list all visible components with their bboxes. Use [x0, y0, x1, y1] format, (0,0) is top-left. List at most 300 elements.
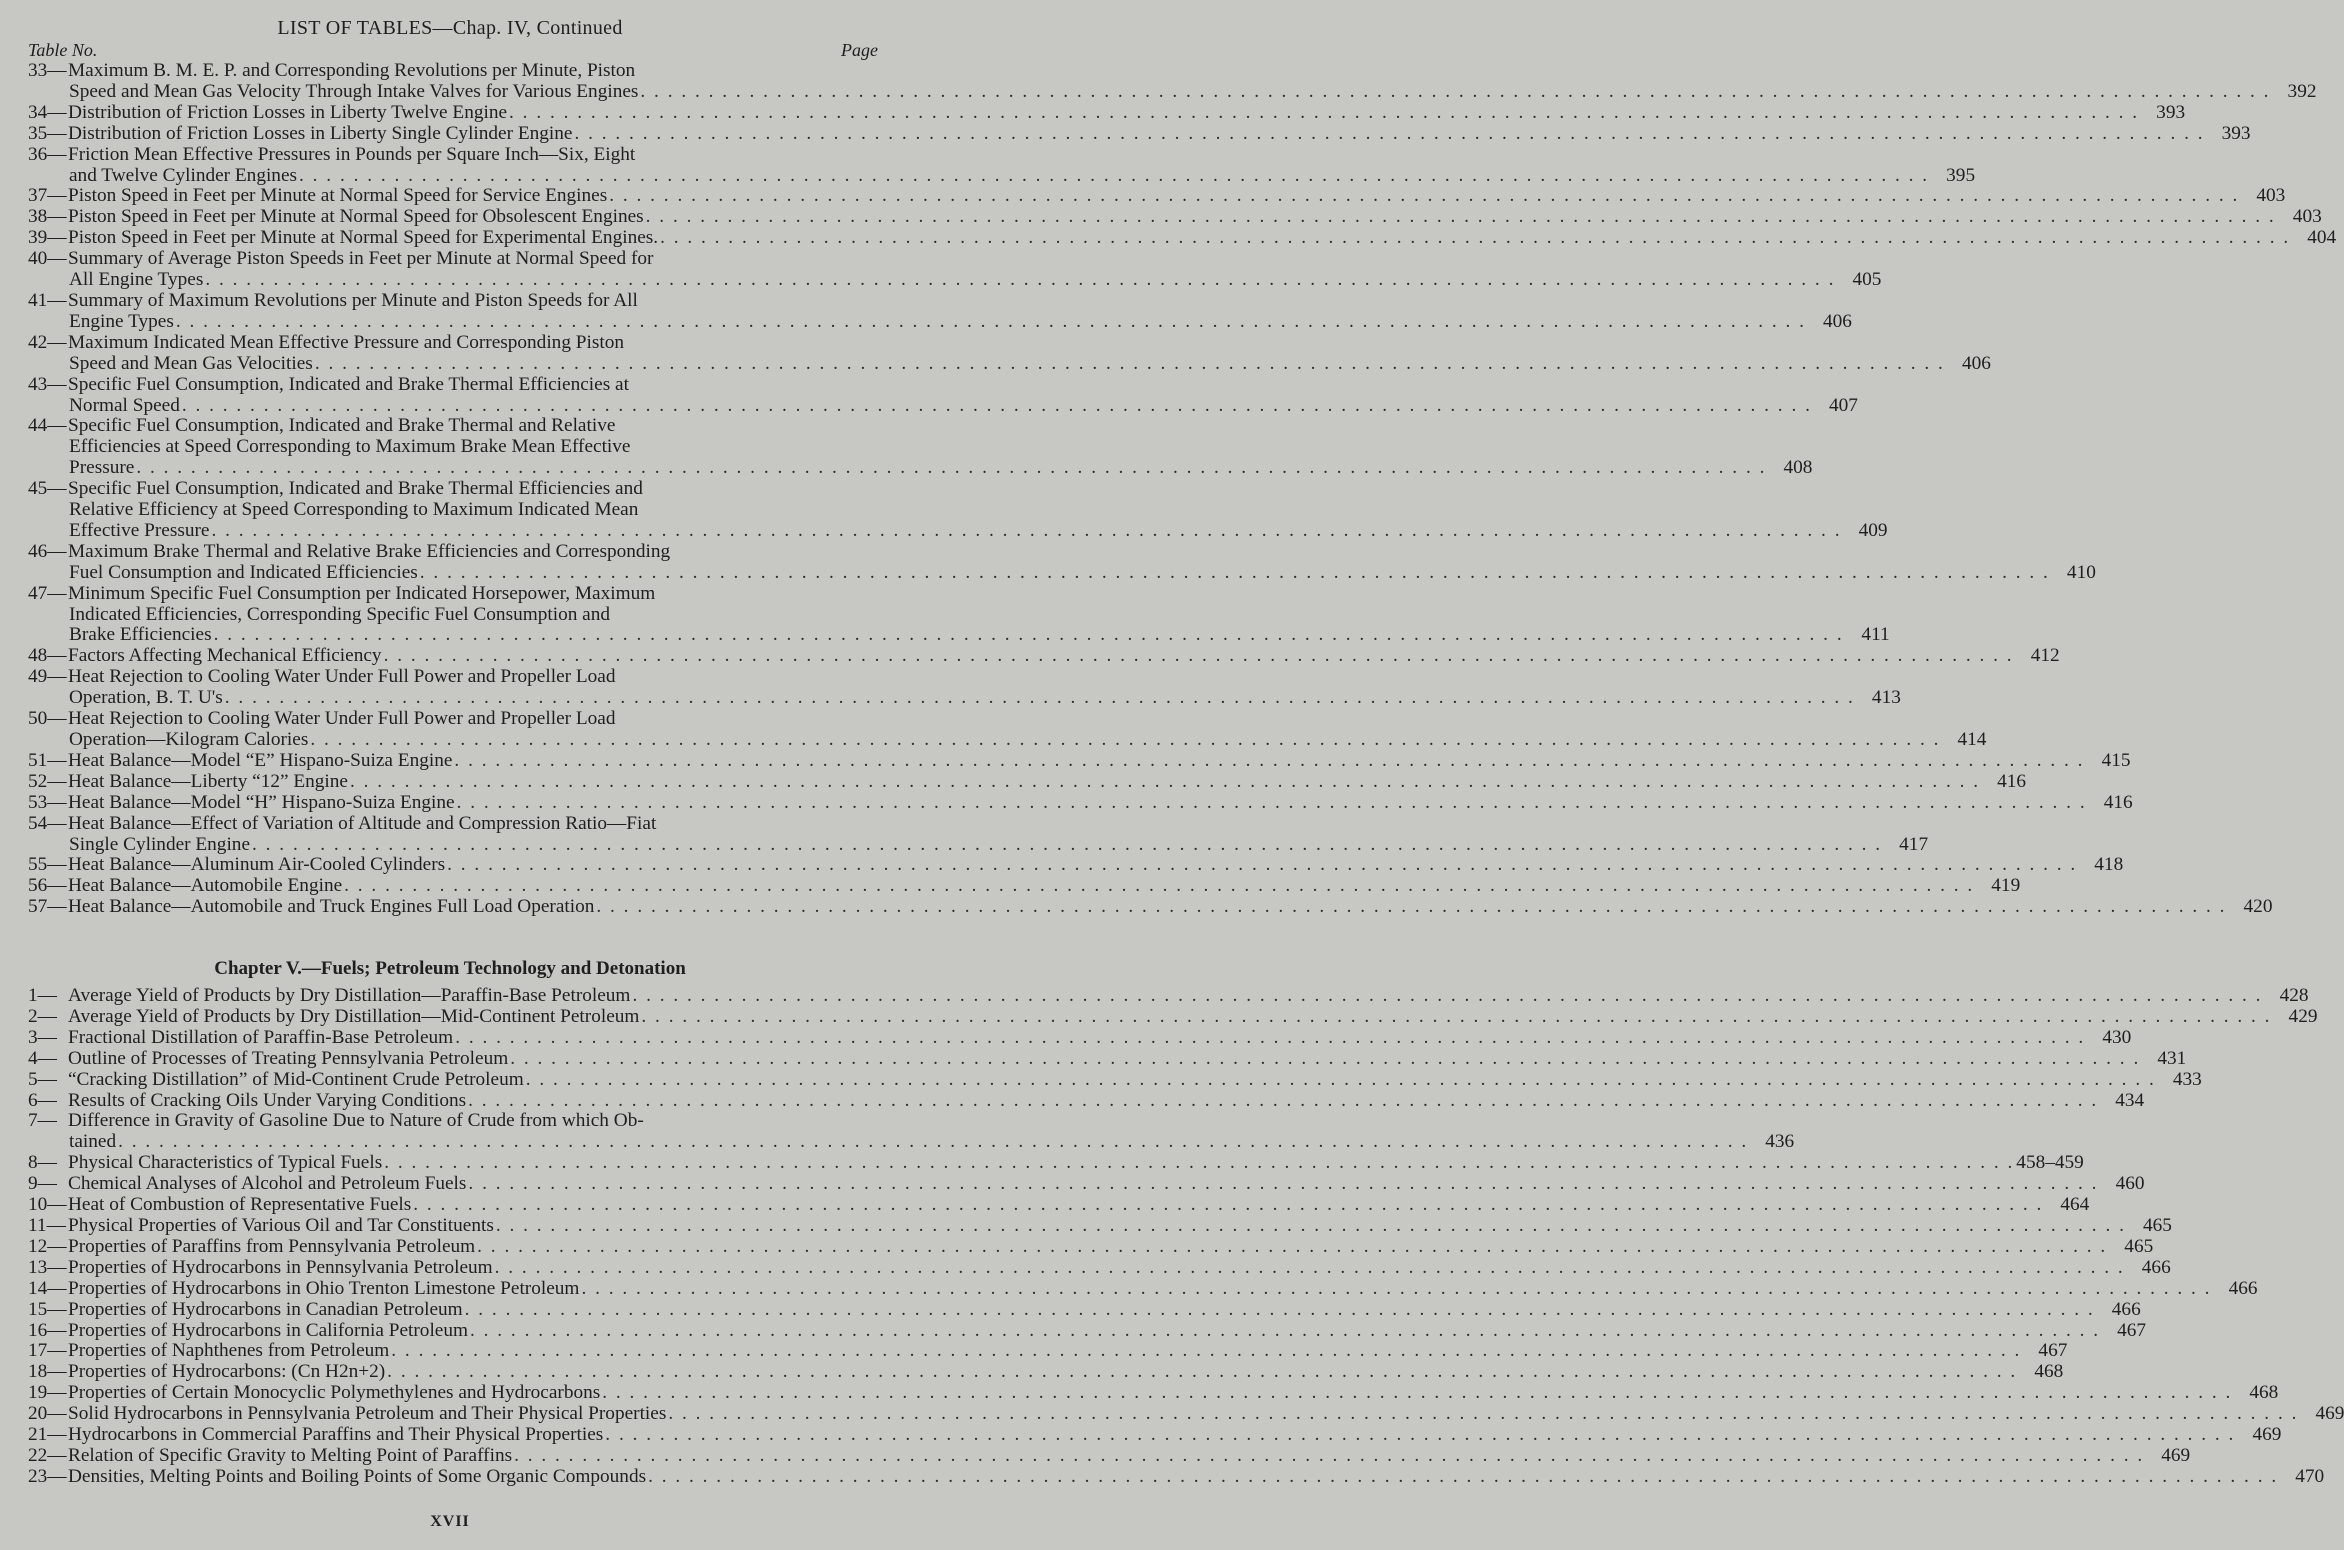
- entry-title-line: Minimum Specific Fuel Consumption per Indicated Horsepower, Maximum: [68, 582, 656, 604]
- dot-leader: . . . . . . . . . . . . . . . . . . . . . . . . . . . . . . . . . . . . . . . . . . . . . . . . . . . . . . . . . . . . . . . . . . . . . . . . . . . . . . . . . . . . . . . . . . . . . . . . . . . . . . . . . . . . . . . . . . . . . . . .: [581, 1277, 2212, 1299]
- page-number: 470: [2295, 1465, 2325, 1487]
- table-number: 15—: [28, 1298, 67, 1320]
- page-number: 416: [2103, 791, 2133, 813]
- dot-leader: . . . . . . . . . . . . . . . . . . . . . . . . . . . . . . . . . . . . . . . . . . . . . . . . . . . . . . . . . . . . . . . . . . . . . . . . . . . . . . . . . . . . . . . . . . . . . . . . . . . . . . . . . . . . . . . . . . . . . . . .: [211, 519, 1842, 541]
- page-number: 403: [2256, 185, 2286, 207]
- table-number: 3—: [28, 1026, 57, 1048]
- entry-title-line: Average Yield of Products by Dry Distillation—Paraffin-Base Petroleum: [68, 985, 631, 1006]
- entry-title-line: Properties of Hydrocarbons in California Petroleum: [68, 1319, 468, 1341]
- dot-leader: . . . . . . . . . . . . . . . . . . . . . . . . . . . . . . . . . . . . . . . . . . . . . . . . . . . . . . . . . . . . . . . . . . . . . . . . . . . . . . . . . . . . . . . . . . . . . . . . . . . . . . . . . . . . . . . . . . . . . . . .: [136, 457, 1767, 479]
- entry-last-line: [69, 729, 1987, 751]
- page-number: 428: [2279, 985, 2309, 1006]
- entry-last-line: [68, 1068, 2202, 1091]
- entry-title-line: Effective Pressure: [69, 519, 210, 541]
- toc-entry: [28, 1424, 2282, 1446]
- entry-last-line: [68, 1465, 2325, 1488]
- toc-entry: [28, 854, 2124, 876]
- page-number: 469: [2252, 1424, 2282, 1446]
- page-number: 467: [2117, 1319, 2147, 1341]
- entry-title-line: Single Cylinder Engine: [69, 833, 251, 855]
- dot-leader: . . . . . . . . . . . . . . . . . . . . . . . . . . . . . . . . . . . . . . . . . . . . . . . . . . . . . . . . . . . . . . . . . . . . . . . . . . . . . . . . . . . . . . . . . . . . . . . . . . . . . . . . . . . . . . . . . . . . . . . .: [668, 1403, 2299, 1425]
- table-number: 50—: [28, 708, 67, 730]
- page-number: 406: [1961, 352, 1991, 374]
- entry-last-line: [68, 645, 2060, 667]
- table-number: 37—: [28, 185, 67, 207]
- dot-leader: . . . . . . . . . . . . . . . . . . . . . . . . . . . . . . . . . . . . . . . . . . . . . . . . . . . . . . . . . . . . . . . . . . . . . . . . . . . . . . . . . . . . . . . . . . . . . . . . . . . . . . . . . . . . . . . . . . . . . . . .: [299, 164, 1930, 186]
- entry-last-line: [68, 1173, 2145, 1195]
- entry-last-line: [68, 1277, 2258, 1300]
- page-number: 420: [2243, 896, 2273, 918]
- entry-last-line: [68, 101, 2186, 124]
- page-number: 458–459: [2016, 1152, 2084, 1174]
- entry-title-line: Properties of Hydrocarbons in Ohio Trenton Limestone Petroleum: [68, 1277, 580, 1299]
- table-number: 13—: [28, 1256, 67, 1278]
- toc-entry: [28, 1089, 2145, 1112]
- table-number: 21—: [28, 1424, 67, 1446]
- entry-title-line: Operation, B. T. U's: [69, 687, 223, 709]
- table-number: 39—: [28, 227, 67, 249]
- entry-title-line: Solid Hydrocarbons in Pennsylvania Petroleum and Their Physical Properties: [68, 1403, 667, 1425]
- entry-title-line: Densities, Melting Points and Boiling Points of Some Organic Compounds: [68, 1465, 647, 1487]
- entry-title-line: Difference in Gravity of Gasoline Due to Nature of Crude from which Ob-: [68, 1110, 644, 1132]
- dot-leader: . . . . . . . . . . . . . . . . . . . . . . . . . . . . . . . . . . . . . . . . . . . . . . . . . . . . . . . . . . . . . . . . . . . . . . . . . . . . . . . . . . . . . . . . . . . . . . . . . . . . . . . . . . . . . . . . . . . . . . . .: [605, 1424, 2236, 1446]
- entry-last-line: [68, 896, 2273, 918]
- column-heads: [28, 40, 878, 61]
- dot-leader: . . . . . . . . . . . . . . . . . . . . . . . . . . . . . . . . . . . . . . . . . . . . . . . . . . . . . . . . . . . . . . . . . . . . . . . . . . . . . . . . . . . . . . . . . . . . . . . . . . . . . . . . . . . . . . . . . . . . . . . .: [118, 1131, 1749, 1153]
- toc-entry: [28, 1047, 2187, 1070]
- table-number: 51—: [28, 749, 67, 771]
- toc-entry: [28, 1214, 2172, 1237]
- page-number: 468: [2249, 1382, 2279, 1404]
- table-number: 10—: [28, 1194, 67, 1216]
- page-number: 414: [1957, 729, 1987, 750]
- entry-title-line: Outline of Processes of Treating Pennsylvania Petroleum: [68, 1047, 509, 1069]
- entry-title-line: Hydrocarbons in Commercial Paraffins and Their Physical Properties: [68, 1424, 604, 1446]
- dot-leader: . . . . . . . . . . . . . . . . . . . . . . . . . . . . . . . . . . . . . . . . . . . . . . . . . . . . . . . . . . . . . . . . . . . . . . . . . . . . . . . . . . . . . . . . . . . . . . . . . . . . . . . . . . . . . . . . . . . . . . . .: [525, 1068, 2156, 1090]
- entry-last-line: [68, 985, 2309, 1007]
- table-number: 47—: [28, 582, 67, 604]
- toc-entry: [28, 478, 1888, 542]
- toc-entry: [28, 143, 1976, 187]
- entry-last-line: [68, 1152, 2084, 1174]
- chapter-4-table-list: [28, 60, 2337, 918]
- table-number: 8—: [28, 1152, 57, 1174]
- page-folio: XVII: [430, 1513, 470, 1530]
- entry-last-line: [69, 519, 1888, 542]
- toc-entry: [28, 227, 2337, 249]
- entry-last-line: [68, 1214, 2172, 1237]
- table-number: 1—: [28, 985, 57, 1006]
- entry-title-line: Operation—Kilogram Calories: [69, 729, 309, 750]
- entry-title-line: Heat Rejection to Cooling Water Under Full Power and Propeller Load: [68, 666, 616, 688]
- entry-title-line: Specific Fuel Consumption, Indicated and Brake Thermal Efficiencies at: [68, 373, 629, 395]
- column-head-table-no: Table No.: [28, 40, 98, 60]
- dot-leader: . . . . . . . . . . . . . . . . . . . . . . . . . . . . . . . . . . . . . . . . . . . . . . . . . . . . . . . . . . . . . . . . . . . . . . . . . . . . . . . . . . . . . . . . . . . . . . . . . . . . . . . . . . . . . . . . . . . . . . . .: [181, 394, 1812, 416]
- toc-entry: [28, 770, 2027, 793]
- entry-last-line: [68, 1194, 2090, 1216]
- table-number: 42—: [28, 331, 67, 353]
- entry-last-line: [69, 833, 1929, 856]
- table-number: 23—: [28, 1465, 67, 1487]
- entry-title-line: Relation of Specific Gravity to Melting Point of Paraffins: [68, 1444, 513, 1466]
- entry-last-line: [69, 269, 1882, 291]
- page-number: 395: [1946, 164, 1976, 186]
- entry-title-line: Piston Speed in Feet per Minute at Normal Speed for Service Engines: [68, 185, 608, 207]
- entry-last-line: [68, 1256, 2171, 1279]
- table-number: 38—: [28, 206, 67, 228]
- entry-last-line: [68, 1298, 2141, 1321]
- entry-last-line: [68, 770, 2027, 793]
- table-number: 7—: [28, 1110, 57, 1132]
- table-number: 19—: [28, 1382, 67, 1404]
- entry-last-line: [68, 1005, 2318, 1028]
- dot-leader: . . . . . . . . . . . . . . . . . . . . . . . . . . . . . . . . . . . . . . . . . . . . . . . . . . . . . . . . . . . . . . . . . . . . . . . . . . . . . . . . . . . . . . . . . . . . . . . . . . . . . . . . . . . . . . . . . . . . . . . .: [468, 1173, 2099, 1195]
- dot-leader: . . . . . . . . . . . . . . . . . . . . . . . . . . . . . . . . . . . . . . . . . . . . . . . . . . . . . . . . . . . . . . . . . . . . . . . . . . . . . . . . . . . . . . . . . . . . . . . . . . . . . . . . . . . . . . . . . . . . . . . .: [391, 1340, 2022, 1362]
- entry-last-line: [68, 791, 2133, 814]
- page-number: 406: [1823, 310, 1852, 332]
- toc-entry: [28, 1194, 2090, 1216]
- page-number: 393: [2156, 101, 2186, 123]
- page-number: 403: [2292, 206, 2322, 228]
- table-number: 43—: [28, 373, 67, 395]
- dot-leader: . . . . . . . . . . . . . . . . . . . . . . . . . . . . . . . . . . . . . . . . . . . . . . . . . . . . . . . . . . . . . . . . . . . . . . . . . . . . . . . . . . . . . . . . . . . . . . . . . . . . . . . . . . . . . . . . . . . . . . . .: [495, 1214, 2126, 1236]
- table-number: 45—: [28, 478, 67, 500]
- entry-last-line: [69, 561, 2096, 584]
- toc-entry: [28, 708, 1987, 751]
- page-number: 430: [2102, 1026, 2132, 1048]
- entry-title-line: Maximum Brake Thermal and Relative Brake Efficiencies and Corresponding: [68, 540, 671, 562]
- entry-last-line: [69, 164, 1976, 187]
- toc-entry: [28, 373, 1858, 417]
- entry-title-line: Maximum B. M. E. P. and Corresponding Revolutions per Minute, Piston: [68, 60, 636, 81]
- dot-leader: . . . . . . . . . . . . . . . . . . . . . . . . . . . . . . . . . . . . . . . . . . . . . . . . . . . . . . . . . . . . . . . . . . . . . . . . . . . . . . . . . . . . . . . . . . . . . . . . . . . . . . . . . . . . . . . . . . . . . . . .: [455, 1026, 2086, 1048]
- entry-title-line: Factors Affecting Mechanical Efficiency: [68, 645, 382, 667]
- page-number: 416: [1997, 770, 2027, 792]
- entry-last-line: [68, 227, 2337, 249]
- toc-entry: [28, 875, 2021, 897]
- running-head: LIST OF TABLES—Chap. IV, Continued: [277, 17, 623, 39]
- dot-leader: . . . . . . . . . . . . . . . . . . . . . . . . . . . . . . . . . . . . . . . . . . . . . . . . . . . . . . . . . . . . . . . . . . . . . . . . . . . . . . . . . . . . . . . . . . . . . . . . . . . . . . . . . . . . . . . . . . . . . . . .: [413, 1194, 2044, 1216]
- page-number: 429: [2288, 1005, 2318, 1027]
- toc-entry: [28, 749, 2131, 772]
- table-number: 54—: [28, 812, 67, 834]
- entry-last-line: [69, 624, 1890, 646]
- table-number: 16—: [28, 1319, 67, 1341]
- entry-title-line: Speed and Mean Gas Velocities: [69, 352, 313, 374]
- entry-title-line: Properties of Hydrocarbons: (Cn H2n+2): [68, 1361, 386, 1383]
- toc-entry: [28, 1340, 2068, 1362]
- page-number: 469: [2161, 1444, 2191, 1466]
- dot-leader: . . . . . . . . . . . . . . . . . . . . . . . . . . . . . . . . . . . . . . . . . . . . . . . . . . . . . . . . . . . . . . . . . . . . . . . . . . . . . . . . . . . . . . . . . . . . . . . . . . . . . . . . . . . . . . . . . . . . . . . .: [387, 1361, 2018, 1383]
- dot-leader: . . . . . . . . . . . . . . . . . . . . . . . . . . . . . . . . . . . . . . . . . . . . . . . . . . . . . . . . . . . . . . . . . . . . . . . . . . . . . . . . . . . . . . . . . . . . . . . . . . . . . . . . . . . . . . . . . . . . . . . .: [310, 729, 1941, 750]
- toc-entry: [28, 1005, 2318, 1028]
- toc-entry: [28, 248, 1882, 291]
- entry-title-line: tained: [69, 1131, 117, 1153]
- page-number: 465: [2142, 1214, 2172, 1236]
- entry-last-line: [69, 394, 1858, 417]
- entry-last-line: [68, 122, 2251, 145]
- dot-leader: . . . . . . . . . . . . . . . . . . . . . . . . . . . . . . . . . . . . . . . . . . . . . . . . . . . . . . . . . . . . . . . . . . . . . . . . . . . . . . . . . . . . . . . . . . . . . . . . . . . . . . . . . . . . . . . . . . . . . . . .: [419, 561, 2050, 583]
- entry-last-line: [68, 1444, 2191, 1467]
- table-number: 12—: [28, 1235, 67, 1257]
- toc-entry: [28, 122, 2251, 145]
- entry-title-line: Distribution of Friction Losses in Liberty Twelve Engine: [68, 101, 508, 123]
- entry-title-line: Chemical Analyses of Alcohol and Petroleum Fuels: [68, 1173, 467, 1195]
- page-number: 417: [1899, 833, 1929, 855]
- table-number: 4—: [28, 1047, 57, 1069]
- table-number: 2—: [28, 1005, 57, 1027]
- entry-last-line: [68, 206, 2322, 228]
- entry-title-line: Relative Efficiency at Speed Corresponding to Maximum Indicated Mean: [69, 499, 639, 521]
- table-number: 46—: [28, 540, 67, 562]
- toc-entry: [28, 896, 2273, 918]
- toc-entry: [28, 540, 2096, 584]
- dot-leader: . . . . . . . . . . . . . . . . . . . . . . . . . . . . . . . . . . . . . . . . . . . . . . . . . . . . . . . . . . . . . . . . . . . . . . . . . . . . . . . . . . . . . . . . . . . . . . . . . . . . . . . . . . . . . . . . . . . . . . . .: [648, 1465, 2279, 1487]
- entry-title-line: All Engine Types: [69, 269, 204, 291]
- entry-last-line: [68, 854, 2124, 876]
- entry-title-line: Physical Characteristics of Typical Fuels: [68, 1152, 383, 1174]
- page-number: 465: [2124, 1235, 2154, 1257]
- toc-entry: [28, 331, 1991, 375]
- table-number: 56—: [28, 875, 67, 897]
- dot-leader: . . . . . . . . . . . . . . . . . . . . . . . . . . . . . . . . . . . . . . . . . . . . . . . . . . . . . . . . . . . . . . . . . . . . . . . . . . . . . . . . . . . . . . . . . . . . . . . . . . . . . . . . . . . . . . . . . . . . . . . .: [213, 624, 1844, 646]
- dot-leader: . . . . . . . . . . . . . . . . . . . . . . . . . . . . . . . . . . . . . . . . . . . . . . . . . . . . . . . . . . . . . . . . . . . . . . . . . . . . . . . . . . . . . . . . . . . . . . . . . . . . . . . . . . . . . . . . . . . . . . . .: [645, 206, 2276, 228]
- dot-leader: . . . . . . . . . . . . . . . . . . . . . . . . . . . . . . . . . . . . . . . . . . . . . . . . . . . . . . . . . . . . . . . . . . . . . . . . . . . . . . . . . . . . . . . . . . . . . . . . . . . . . . . . . . . . . . . . . . . . . . . .: [350, 770, 1981, 792]
- page-number: 468: [2034, 1361, 2064, 1383]
- toc-entry: [28, 1277, 2258, 1300]
- entry-title-line: Properties of Paraffins from Pennsylvania Petroleum: [68, 1235, 476, 1257]
- entry-title-line: Engine Types: [69, 310, 174, 332]
- entry-last-line: [68, 875, 2021, 897]
- dot-leader: . . . . . . . . . . . . . . . . . . . . . . . . . . . . . . . . . . . . . . . . . . . . . . . . . . . . . . . . . . . . . . . . . . . . . . . . . . . . . . . . . . . . . . . . . . . . . . . . . . . . . . . . . . . . . . . . . . . . . . . .: [609, 185, 2240, 207]
- dot-leader: . . . . . . . . . . . . . . . . . . . . . . . . . . . . . . . . . . . . . . . . . . . . . . . . . . . . . . . . . . . . . . . . . . . . . . . . . . . . . . . . . . . . . . . . . . . . . . . . . . . . . . . . . . . . . . . . . . . . . . . .: [344, 875, 1975, 897]
- toc-entry: [28, 666, 1901, 709]
- page-number: 467: [2038, 1340, 2068, 1362]
- dot-leader: . . . . . . . . . . . . . . . . . . . . . . . . . . . . . . . . . . . . . . . . . . . . . . . . . . . . . . . . . . . . . . . . . . . . . . . . . . . . . . . . . . . . . . . . . . . . . . . . . . . . . . . . . . . . . . . . . . . . . . . .: [477, 1235, 2108, 1257]
- entry-last-line: [68, 1235, 2154, 1258]
- toc-entry: [28, 1444, 2191, 1467]
- entry-title-line: Summary of Average Piston Speeds in Feet per Minute at Normal Speed for: [68, 248, 654, 270]
- entry-title-line: Indicated Efficiencies, Corresponding Specific Fuel Consumption and: [69, 603, 611, 625]
- entry-last-line: [69, 352, 1991, 375]
- page-number: 434: [2115, 1089, 2145, 1111]
- entry-title-line: Normal Speed: [69, 394, 180, 416]
- page-number: 405: [1852, 269, 1882, 291]
- entry-title-line: Piston Speed in Feet per Minute at Normal Speed for Experimental Engines.: [68, 227, 659, 249]
- table-number: 6—: [28, 1089, 57, 1111]
- entry-title-line: Physical Properties of Various Oil and Tar Constituents: [68, 1214, 494, 1236]
- entry-last-line: [68, 1319, 2147, 1342]
- table-number: 41—: [28, 289, 67, 311]
- toc-entry: [28, 101, 2186, 124]
- toc-entry: [28, 1068, 2202, 1091]
- table-number: 48—: [28, 645, 67, 667]
- dot-leader: . . . . . . . . . . . . . . . . . . . . . . . . . . . . . . . . . . . . . . . . . . . . . . . . . . . . . . . . . . . . . . . . . . . . . . . . . . . . . . . . . . . . . . . . . . . . . . . . . . . . . . . . . . . . . . . . . . . . . . . .: [632, 985, 2263, 1006]
- toc-entry: [28, 185, 2286, 207]
- table-number: 57—: [28, 896, 67, 918]
- table-number: 9—: [28, 1173, 57, 1195]
- dot-leader: . . . . . . . . . . . . . . . . . . . . . . . . . . . . . . . . . . . . . . . . . . . . . . . . . . . . . . . . . . . . . . . . . . . . . . . . . . . . . . . . . . . . . . . . . . . . . . . . . . . . . . . . . . . . . . . . . . . . . . . .: [470, 1319, 2101, 1341]
- toc-entry: [28, 1298, 2141, 1321]
- entry-title-line: Specific Fuel Consumption, Indicated and Brake Thermal Efficiencies and: [68, 478, 643, 500]
- page-number: 409: [1858, 519, 1888, 541]
- dot-leader: . . . . . . . . . . . . . . . . . . . . . . . . . . . . . . . . . . . . . . . . . . . . . . . . . . . . . . . . . . . . . . . . . . . . . . . . . . . . . . . . . . . . . . . . . . . . . . . . . . . . . . . . . . . . . . . . . . . . . . . .: [205, 269, 1836, 291]
- table-number: 52—: [28, 770, 67, 792]
- page-number: 460: [2115, 1173, 2145, 1195]
- table-number: 20—: [28, 1403, 67, 1425]
- entry-title-line: Maximum Indicated Mean Effective Pressure and Corresponding Piston: [68, 331, 625, 353]
- entry-last-line: [68, 1424, 2282, 1446]
- entry-last-line: [68, 1340, 2068, 1362]
- toc-entry: [28, 289, 1852, 333]
- dot-leader: . . . . . . . . . . . . . . . . . . . . . . . . . . . . . . . . . . . . . . . . . . . . . . . . . . . . . . . . . . . . . . . . . . . . . . . . . . . . . . . . . . . . . . . . . . . . . . . . . . . . . . . . . . . . . . . . . . . . . . . .: [383, 645, 2014, 667]
- table-number: 55—: [28, 854, 67, 876]
- entry-last-line: [68, 185, 2286, 207]
- toc-entry: [28, 1382, 2279, 1404]
- toc-entry: [28, 1361, 2064, 1383]
- dot-leader: . . . . . . . . . . . . . . . . . . . . . . . . . . . . . . . . . . . . . . . . . . . . . . . . . . . . . . . . . . . . . . . . . . . . . . . . . . . . . . . . . . . . . . . . . . . . . . . . . . . . . . . . . . . . . . . . . . . . . . . .: [509, 101, 2140, 123]
- entry-title-line: Properties of Naphthenes from Petroleum: [68, 1340, 390, 1362]
- page-number: 466: [2228, 1277, 2258, 1299]
- column-head-page: Page: [841, 40, 878, 60]
- entry-title-line: Speed and Mean Gas Velocity Through Intake Valves for Various Engines: [69, 80, 639, 102]
- dot-leader: . . . . . . . . . . . . . . . . . . . . . . . . . . . . . . . . . . . . . . . . . . . . . . . . . . . . . . . . . . . . . . . . . . . . . . . . . . . . . . . . . . . . . . . . . . . . . . . . . . . . . . . . . . . . . . . . . . . . . . . .: [468, 1089, 2099, 1111]
- dot-leader: . . . . . . . . . . . . . . . . . . . . . . . . . . . . . . . . . . . . . . . . . . . . . . . . . . . . . . . . . . . . . . . . . . . . . . . . . . . . . . . . . . . . . . . . . . . . . . . . . . . . . . . . . . . . . . . . . . . . . . . .: [384, 1152, 2015, 1174]
- page-number: 392: [2287, 80, 2317, 102]
- dot-leader: . . . . . . . . . . . . . . . . . . . . . . . . . . . . . . . . . . . . . . . . . . . . . . . . . . . . . . . . . . . . . . . . . . . . . . . . . . . . . . . . . . . . . . . . . . . . . . . . . . . . . . . . . . . . . . . . . . . . . . . .: [252, 833, 1883, 855]
- dot-leader: . . . . . . . . . . . . . . . . . . . . . . . . . . . . . . . . . . . . . . . . . . . . . . . . . . . . . . . . . . . . . . . . . . . . . . . . . . . . . . . . . . . . . . . . . . . . . . . . . . . . . . . . . . . . . . . . . . . . . . . .: [602, 1382, 2233, 1404]
- page-number: 469: [2315, 1403, 2344, 1425]
- toc-entry: [28, 791, 2133, 814]
- entry-last-line: [69, 1131, 1795, 1153]
- entry-title-line: Heat Balance—Model “E” Hispano-Suiza Engine: [68, 749, 453, 771]
- entry-title-line: Average Yield of Products by Dry Distillation—Mid-Continent Petroleum: [68, 1005, 640, 1027]
- chapter-5-table-list: [28, 985, 2344, 1488]
- page-number: 419: [1991, 875, 2021, 897]
- toc-entry: [28, 1152, 2084, 1174]
- dot-leader: . . . . . . . . . . . . . . . . . . . . . . . . . . . . . . . . . . . . . . . . . . . . . . . . . . . . . . . . . . . . . . . . . . . . . . . . . . . . . . . . . . . . . . . . . . . . . . . . . . . . . . . . . . . . . . . . . . . . . . . .: [641, 1005, 2272, 1027]
- entry-last-line: [68, 1361, 2064, 1383]
- table-number: 44—: [28, 415, 67, 437]
- entry-last-line: [68, 1026, 2132, 1049]
- toc-entry: [28, 415, 1813, 479]
- table-number: 34—: [28, 101, 67, 123]
- entry-title-line: Friction Mean Effective Pressures in Pounds per Square Inch—Six, Eight: [68, 143, 636, 165]
- entry-title-line: Heat Balance—Automobile and Truck Engines Full Load Operation: [68, 896, 595, 918]
- table-number: 14—: [28, 1277, 67, 1299]
- toc-entry: [28, 60, 2317, 103]
- dot-leader: . . . . . . . . . . . . . . . . . . . . . . . . . . . . . . . . . . . . . . . . . . . . . . . . . . . . . . . . . . . . . . . . . . . . . . . . . . . . . . . . . . . . . . . . . . . . . . . . . . . . . . . . . . . . . . . . . . . . . . . .: [660, 227, 2291, 249]
- dot-leader: . . . . . . . . . . . . . . . . . . . . . . . . . . . . . . . . . . . . . . . . . . . . . . . . . . . . . . . . . . . . . . . . . . . . . . . . . . . . . . . . . . . . . . . . . . . . . . . . . . . . . . . . . . . . . . . . . . . . . . . .: [314, 352, 1945, 374]
- page-number: 436: [1765, 1131, 1795, 1153]
- entry-title-line: Pressure: [69, 457, 135, 479]
- toc-entry: [28, 645, 2060, 667]
- dot-leader: . . . . . . . . . . . . . . . . . . . . . . . . . . . . . . . . . . . . . . . . . . . . . . . . . . . . . . . . . . . . . . . . . . . . . . . . . . . . . . . . . . . . . . . . . . . . . . . . . . . . . . . . . . . . . . . . . . . . . . . .: [510, 1047, 2141, 1069]
- page-number: 418: [2094, 854, 2124, 876]
- dot-leader: . . . . . . . . . . . . . . . . . . . . . . . . . . . . . . . . . . . . . . . . . . . . . . . . . . . . . . . . . . . . . . . . . . . . . . . . . . . . . . . . . . . . . . . . . . . . . . . . . . . . . . . . . . . . . . . . . . . . . . . .: [494, 1256, 2125, 1278]
- toc-entry: [28, 812, 1929, 856]
- dot-leader: . . . . . . . . . . . . . . . . . . . . . . . . . . . . . . . . . . . . . . . . . . . . . . . . . . . . . . . . . . . . . . . . . . . . . . . . . . . . . . . . . . . . . . . . . . . . . . . . . . . . . . . . . . . . . . . . . . . . . . . .: [175, 310, 1806, 332]
- toc-entry: [28, 1235, 2154, 1258]
- entry-title-line: Heat Balance—Automobile Engine: [68, 875, 343, 897]
- entry-last-line: [69, 457, 1813, 479]
- page-number: 415: [2101, 749, 2131, 771]
- entry-last-line: [68, 1403, 2344, 1425]
- table-number: 53—: [28, 791, 67, 813]
- entry-last-line: [68, 1382, 2279, 1404]
- entry-last-line: [69, 687, 1901, 709]
- toc-entry: [28, 985, 2309, 1007]
- table-number: 11—: [28, 1214, 66, 1236]
- entry-title-line: Fractional Distillation of Paraffin-Base Petroleum: [68, 1026, 454, 1048]
- page-number: 466: [2111, 1298, 2141, 1320]
- entry-title-line: Properties of Hydrocarbons in Canadian Petroleum: [68, 1298, 463, 1320]
- entry-title-line: Piston Speed in Feet per Minute at Normal Speed for Obsolescent Engines: [68, 206, 644, 228]
- entry-title-line: Summary of Maximum Revolutions per Minute and Piston Speeds for All: [68, 289, 638, 311]
- table-number: 36—: [28, 143, 67, 165]
- entry-last-line: [69, 80, 2317, 103]
- page-number: 433: [2172, 1068, 2202, 1090]
- entry-title-line: Fuel Consumption and Indicated Efficiencies: [69, 561, 418, 583]
- entry-title-line: Properties of Certain Monocyclic Polymethylenes and Hydrocarbons: [68, 1382, 601, 1404]
- table-number: 5—: [28, 1068, 57, 1090]
- table-number: 33—: [28, 60, 67, 81]
- page-number: 464: [2060, 1194, 2090, 1216]
- toc-entry: [28, 206, 2322, 228]
- table-number: 35—: [28, 122, 67, 144]
- dot-leader: . . . . . . . . . . . . . . . . . . . . . . . . . . . . . . . . . . . . . . . . . . . . . . . . . . . . . . . . . . . . . . . . . . . . . . . . . . . . . . . . . . . . . . . . . . . . . . . . . . . . . . . . . . . . . . . . . . . . . . . .: [224, 687, 1855, 709]
- page-number: 408: [1783, 457, 1813, 479]
- entry-title-line: Heat Rejection to Cooling Water Under Full Power and Propeller Load: [68, 708, 616, 730]
- chapter-5-heading: Chapter V.—Fuels; Petroleum Technology and Detonation: [214, 958, 686, 979]
- table-number: 40—: [28, 248, 67, 270]
- dot-leader: . . . . . . . . . . . . . . . . . . . . . . . . . . . . . . . . . . . . . . . . . . . . . . . . . . . . . . . . . . . . . . . . . . . . . . . . . . . . . . . . . . . . . . . . . . . . . . . . . . . . . . . . . . . . . . . . . . . . . . . .: [596, 896, 2227, 918]
- toc-entry: [28, 582, 1890, 647]
- toc-entry: [28, 1465, 2325, 1488]
- dot-leader: . . . . . . . . . . . . . . . . . . . . . . . . . . . . . . . . . . . . . . . . . . . . . . . . . . . . . . . . . . . . . . . . . . . . . . . . . . . . . . . . . . . . . . . . . . . . . . . . . . . . . . . . . . . . . . . . . . . . . . . .: [640, 80, 2271, 102]
- dot-leader: . . . . . . . . . . . . . . . . . . . . . . . . . . . . . . . . . . . . . . . . . . . . . . . . . . . . . . . . . . . . . . . . . . . . . . . . . . . . . . . . . . . . . . . . . . . . . . . . . . . . . . . . . . . . . . . . . . . . . . . .: [454, 749, 2085, 771]
- dot-leader: . . . . . . . . . . . . . . . . . . . . . . . . . . . . . . . . . . . . . . . . . . . . . . . . . . . . . . . . . . . . . . . . . . . . . . . . . . . . . . . . . . . . . . . . . . . . . . . . . . . . . . . . . . . . . . . . . . . . . . . .: [447, 854, 2078, 876]
- entry-title-line: Brake Efficiencies: [69, 624, 212, 646]
- page-number: 413: [1871, 687, 1901, 709]
- page-number: 410: [2066, 561, 2096, 583]
- entry-title-line: Efficiencies at Speed Corresponding to Maximum Brake Mean Effective: [69, 436, 631, 458]
- entry-last-line: [69, 310, 1852, 333]
- page-number: 431: [2157, 1047, 2187, 1069]
- table-number: 18—: [28, 1361, 67, 1383]
- table-number: 17—: [28, 1340, 67, 1362]
- toc-entry: [28, 1110, 1795, 1153]
- dot-leader: . . . . . . . . . . . . . . . . . . . . . . . . . . . . . . . . . . . . . . . . . . . . . . . . . . . . . . . . . . . . . . . . . . . . . . . . . . . . . . . . . . . . . . . . . . . . . . . . . . . . . . . . . . . . . . . . . . . . . . . .: [574, 122, 2205, 144]
- entry-title-line: Heat Balance—Effect of Variation of Altitude and Compression Ratio—Fiat: [68, 812, 657, 834]
- dot-leader: . . . . . . . . . . . . . . . . . . . . . . . . . . . . . . . . . . . . . . . . . . . . . . . . . . . . . . . . . . . . . . . . . . . . . . . . . . . . . . . . . . . . . . . . . . . . . . . . . . . . . . . . . . . . . . . . . . . . . . . .: [514, 1444, 2145, 1466]
- toc-entry: [28, 1319, 2147, 1342]
- toc-entry: [28, 1173, 2145, 1195]
- entry-title-line: Heat Balance—Model “H” Hispano-Suiza Engine: [68, 791, 455, 813]
- entry-last-line: [68, 749, 2131, 772]
- entry-title-line: Specific Fuel Consumption, Indicated and Brake Thermal and Relative: [68, 415, 616, 437]
- page-number: 393: [2221, 122, 2251, 144]
- page-number: 411: [1861, 624, 1890, 646]
- table-number: 49—: [28, 666, 67, 688]
- entry-title-line: Heat Balance—Liberty “12” Engine: [68, 770, 348, 792]
- entry-title-line: Heat Balance—Aluminum Air-Cooled Cylinders: [68, 854, 446, 876]
- entry-title-line: Distribution of Friction Losses in Liberty Single Cylinder Engine: [68, 122, 573, 144]
- toc-entry: [28, 1256, 2171, 1279]
- entry-title-line: “Cracking Distillation” of Mid-Continent Crude Petroleum: [68, 1068, 524, 1090]
- dot-leader: . . . . . . . . . . . . . . . . . . . . . . . . . . . . . . . . . . . . . . . . . . . . . . . . . . . . . . . . . . . . . . . . . . . . . . . . . . . . . . . . . . . . . . . . . . . . . . . . . . . . . . . . . . . . . . . . . . . . . . . .: [464, 1298, 2095, 1320]
- entry-title-line: and Twelve Cylinder Engines: [69, 164, 298, 186]
